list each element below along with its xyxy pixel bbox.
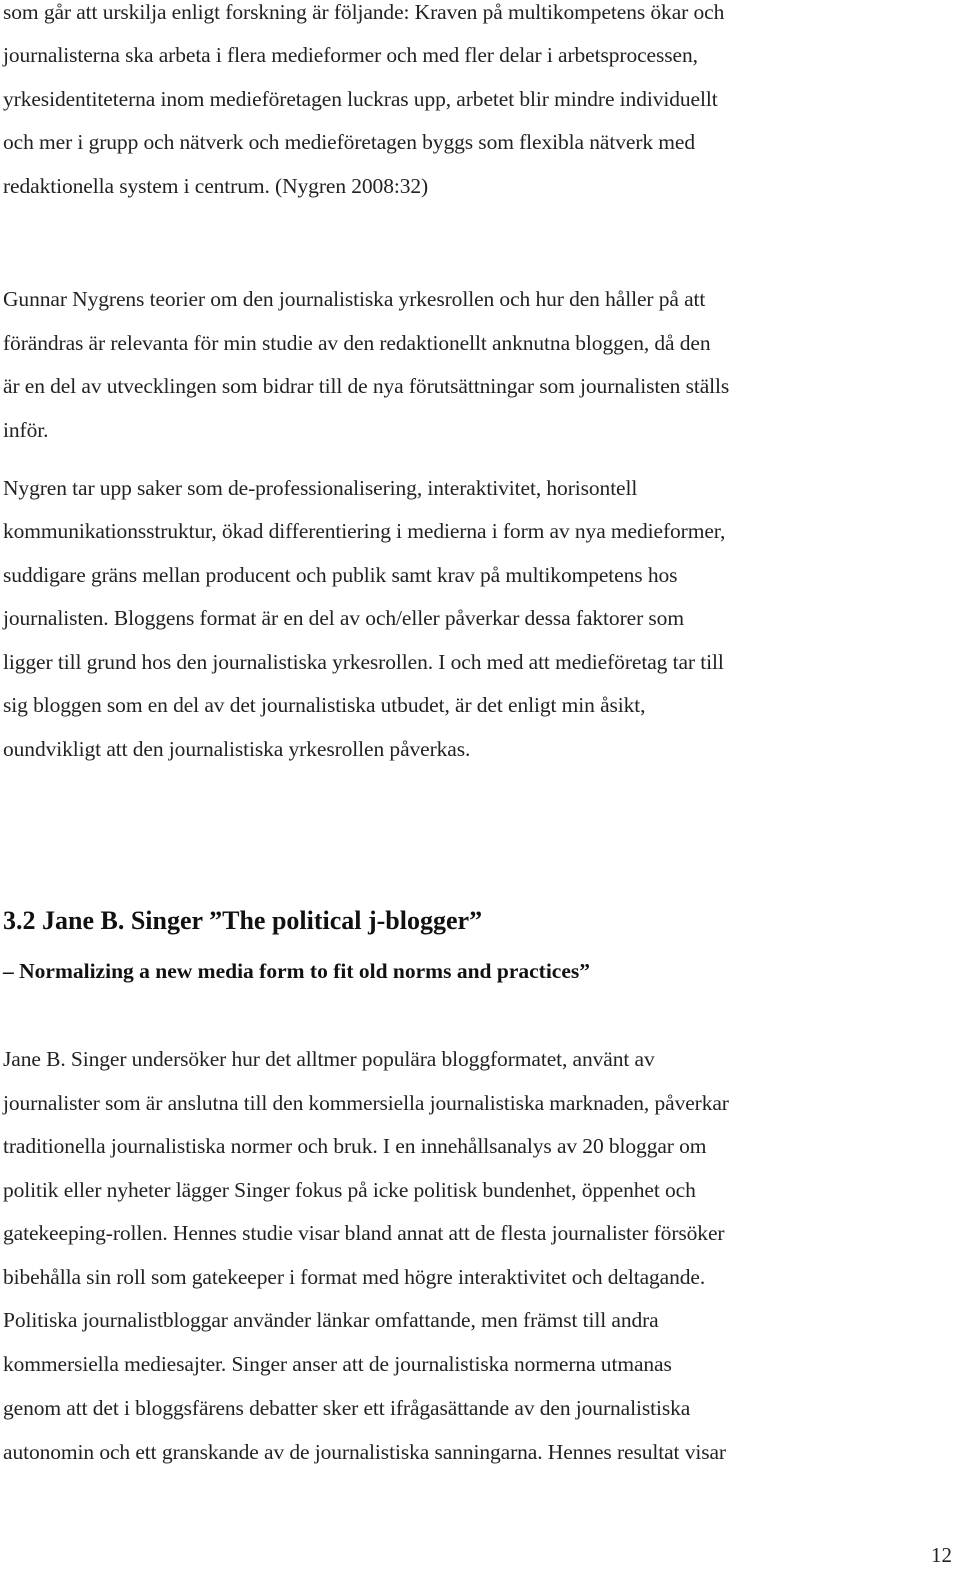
text-line: Nygren tar upp saker som de-professionalisering, interaktivitet, horisontell	[3, 476, 638, 500]
text-line: journalister som är anslutna till den kommersiella journalistiska marknaden, påverkar	[3, 1091, 729, 1115]
section-heading: 3.2 Jane B. Singer ”The political j-blogger”	[3, 906, 483, 935]
text-line: Gunnar Nygrens teorier om den journalistiska yrkesrollen och hur den håller på att	[3, 287, 706, 311]
text-line: redaktionella system i centrum. (Nygren 2008:32)	[3, 174, 429, 198]
text-line: yrkesidentiteterna inom medieföretagen luckras upp, arbetet blir mindre individuellt	[3, 87, 718, 111]
text-line: traditionella journalistiska normer och bruk. I en innehållsanalys av 20 bloggar om	[3, 1134, 707, 1158]
text-line: autonomin och ett granskande av de journalistiska sanningarna. Hennes resultat visar	[3, 1440, 726, 1464]
text-line: journalisten. Bloggens format är en del av och/eller påverkar dessa faktorer som	[3, 606, 684, 630]
text-line: bibehålla sin roll som gatekeeper i format med högre interaktivitet och deltagande.	[3, 1265, 706, 1289]
text-line: oundvikligt att den journalistiska yrkesrollen påverkas.	[3, 737, 471, 761]
text-line: är en del av utvecklingen som bidrar till de nya förutsättningar som journalisten ställs	[3, 374, 730, 398]
text-line: Jane B. Singer undersöker hur det alltmer populära bloggformatet, använt av	[3, 1047, 655, 1071]
section-subheading: – Normalizing a new media form to fit old norms and practices”	[3, 959, 590, 983]
text-line: inför.	[3, 418, 49, 442]
text-line: som går att urskilja enligt forskning är följande: Kraven på multikompetens ökar och	[3, 0, 725, 24]
text-line: genom att det i bloggsfärens debatter sker ett ifrågasättande av den journalistiska	[3, 1396, 691, 1420]
page-number: 12	[931, 1543, 952, 1567]
text-line: politik eller nyheter lägger Singer fokus på icke politisk bundenhet, öppenhet och	[3, 1178, 696, 1202]
text-line: Politiska journalistbloggar använder länkar omfattande, men främst till andra	[3, 1308, 659, 1332]
text-line: sig bloggen som en del av det journalistiska utbudet, är det enligt min åsikt,	[3, 693, 646, 717]
text-line: kommunikationsstruktur, ökad differentiering i medierna i form av nya medieformer,	[3, 519, 726, 543]
text-line: suddigare gräns mellan producent och publik samt krav på multikompetens hos	[3, 563, 678, 587]
text-line: gatekeeping-rollen. Hennes studie visar bland annat att de flesta journalister försöker	[3, 1221, 725, 1245]
text-line: journalisterna ska arbeta i flera medieformer och med fler delar i arbetsprocessen,	[3, 43, 698, 67]
text-line: ligger till grund hos den journalistiska yrkesrollen. I och med att medieföretag tar till	[3, 650, 724, 674]
text-line: förändras är relevanta för min studie av den redaktionellt anknutna bloggen, då den	[3, 331, 711, 355]
text-line: kommersiella mediesajter. Singer anser att de journalistiska normerna utmanas	[3, 1352, 672, 1376]
text-line: och mer i grupp och nätverk och medieföretagen byggs som flexibla nätverk med	[3, 130, 696, 154]
